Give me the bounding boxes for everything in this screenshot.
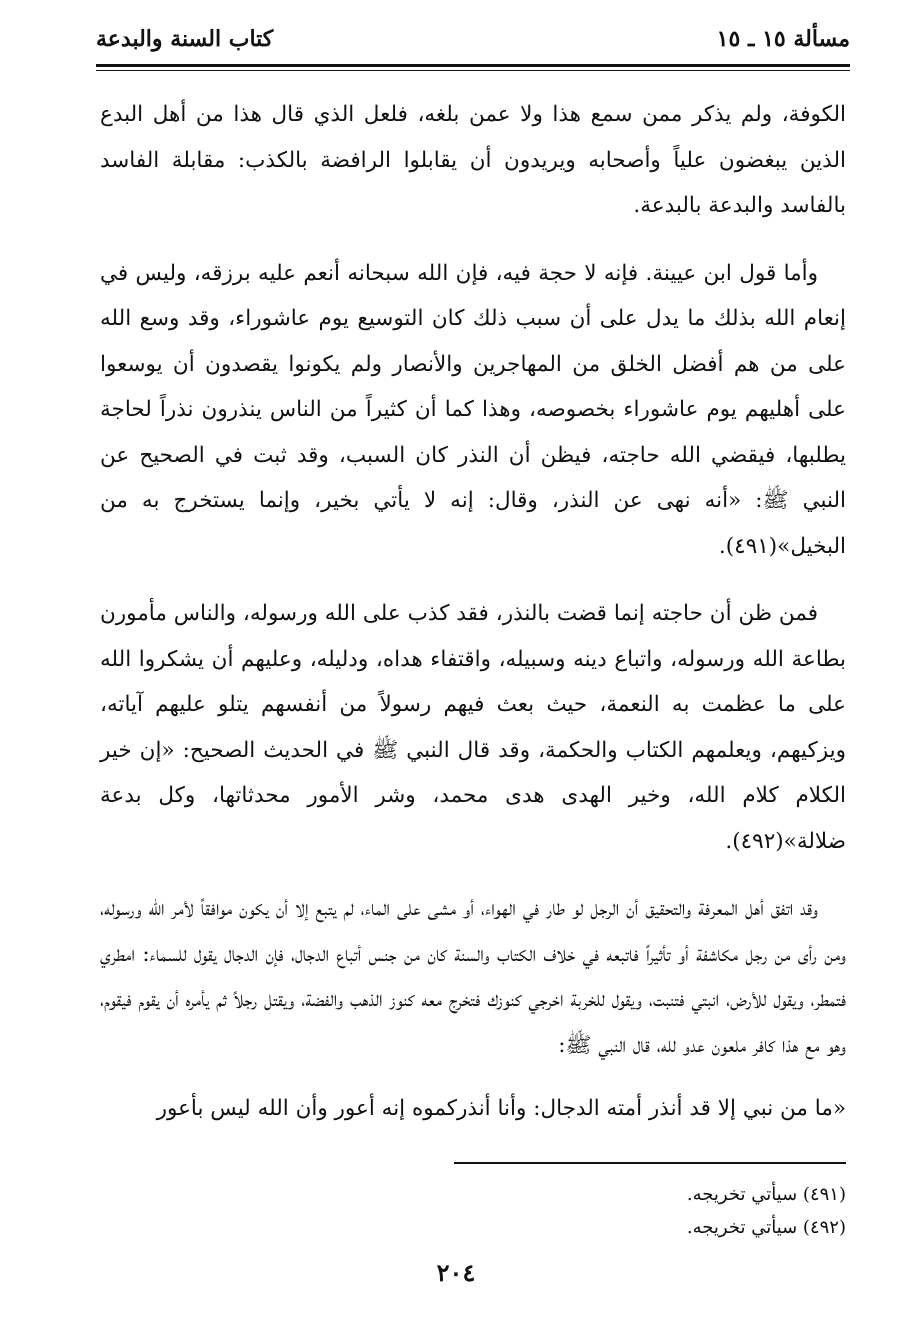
paragraph-3: فمن ظن أن حاجته إنما قضت بالنذر، فقد كذب على الله ورسوله، والناس مأمورن بطاعة الله ورسوله، واتباع دينه وسبيله، واقتفاء هداه، ودليله، وعليهم أن يشكروا الله على ما عظمت به النعمة، حيث بعث فيهم رسولاً من أنفسهم يتلو عليهم آياته، ويزكيهم، ويعلمهم الكتاب والحكمة، وقد قال النبي ﷺ في الحديث الصحيح: «إن خير الكلام كلام الله، وخير الهدى هدى محمد، وشر الأمور محدثاتها، وكل بدعة ضلالة»(٤٩٢). bbox=[100, 601, 846, 854]
running-header bbox=[96, 26, 850, 60]
footnote-491: (٤٩١) سيأتي تخريجه. bbox=[686, 1184, 846, 1205]
footnote-492: (٤٩٢) سيأتي تخريجه. bbox=[686, 1217, 846, 1238]
header-rule-thick bbox=[96, 64, 850, 67]
paragraph-1: الكوفة، ولم يذكر ممن سمع هذا ولا عمن بلغه، فلعل الذي قال هذا من أهل البدع الذين يبغضون علياً وأصحابه ويريدون أن يقابلوا الرافضة بالكذب: مقابلة الفاسد بالفاسد والبدعة بالبدعة. bbox=[100, 102, 846, 218]
footnotes bbox=[100, 1178, 846, 1244]
page-number: ٢٠٤ bbox=[436, 1258, 476, 1287]
header-rule-thin bbox=[96, 70, 850, 71]
header-issue-number: مسألة ١٥ ـ ١٥ bbox=[716, 26, 850, 52]
header-book-title: كتاب السنة والبدعة bbox=[96, 26, 274, 52]
paragraph-4: وقد اتفق أهل المعرفة والتحقيق أن الرجل لو طار في الهواء، أو مشى على الماء، لم يتبع إلا أن يكون موافقاً لأمر الله ورسوله، ومن رأى من رجل مكاشفة أو تأثيراً فاتبعه في خلاف الكتاب والسنة كان من جنس أتباع الدجال، فإن الدجال يقول للسماء: امطري فتمطر، ويقول للأرض، انبتي فتنبت، ويقول للخربة اخرجي كنوزك فتخرج معه كنوز الذهب والفضة، ويقتل رجلاً ثم يأمره أن يقوم فيقوم، وهو مع هذا كافر ملعون عدو لله، قال النبي ﷺ: bbox=[100, 896, 846, 1058]
paragraph-2: وأما قول ابن عيينة. فإنه لا حجة فيه، فإن الله سبحانه أنعم عليه برزقه، وليس في إنعام الله بذلك ما يدل على أن سبب ذلك كان التوسيع يوم عاشوراء، وقد وسع الله على من هم أفضل الخلق من المهاجرين والأنصار ولم يكونوا يقصدون أن يوسعوا على أهليهم يوم عاشوراء بخصوصه، وهذا كما أن كثيراً من الناس ينذرون نذراً لحاجة يطلبها، فيقضي الله حاجته، فيظن أن النذر كان السبب، وقد ثبت في الصحيح عن النبي ﷺ: «أنه نهى عن النذر، وقال: إنه لا يأتي بخير، وإنما يستخرج به من البخيل»(٤٩١). bbox=[100, 260, 846, 559]
paragraph-5-quote: «ما من نبي إلا قد أنذر أمته الدجال: وأنا أنذركموه إنه أعور وأن الله ليس بأعور bbox=[156, 1096, 846, 1121]
main-text bbox=[100, 92, 846, 1132]
footnote-separator bbox=[454, 1162, 846, 1164]
